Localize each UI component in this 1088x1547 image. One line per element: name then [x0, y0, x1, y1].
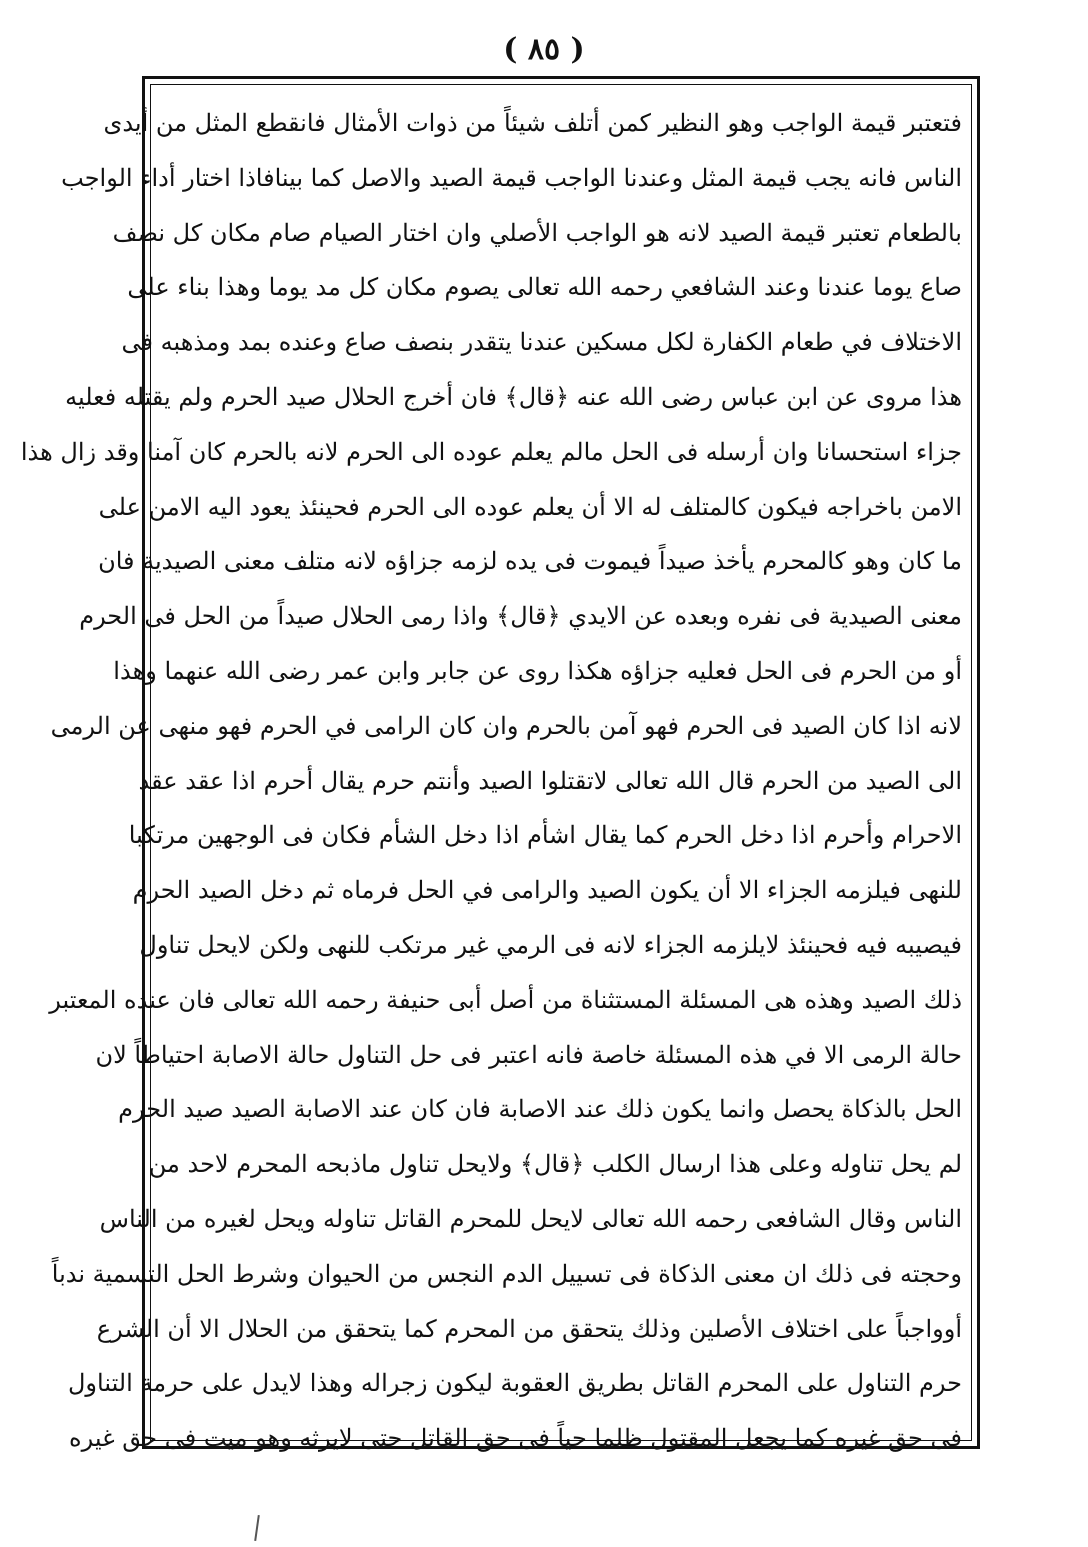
text-line: الناس فانه يجب قيمة المثل وعندنا الواجب قيمة الصيد والاصل كما بينافاذا اختار أداء الواجب — [61, 163, 962, 192]
text-line: حالة الرمى الا في هذه المسئلة خاصة فانه اعتبر فى حل التناول حالة الاصابة احتياطاً لان — [95, 1040, 962, 1069]
text-line: للنهى فيلزمه الجزاء الا أن يكون الصيد والرامى في الحل فرماه ثم دخل الصيد الحرم — [132, 876, 962, 905]
text-line: ما كان وهو كالمحرم يأخذ صيداً فيموت فى يده لزمه جزاؤه لانه متلف معنى الصيدية فان — [98, 547, 962, 576]
text-line: الى الصيد من الحرم قال الله تعالى لاتقتلوا الصيد وأنتم حرم يقال أحرم اذا عقد عقد — [138, 766, 962, 795]
text-line: أو من الحرم فى الحل فعليه جزاؤه هكذا روى عن جابر وابن عمر رضى الله عنهما وهذا — [113, 656, 962, 685]
text-line: ذلك الصيد وهذه هى المسئلة المستثناة من أصل أبى حنيفة رحمه الله تعالى فان عنده المعتبر — [49, 985, 962, 1014]
text-line: صاع يوما عندنا وعند الشافعي رحمه الله تعالى يصوم مكان كل مد يوما وهذا بناء على — [127, 273, 962, 302]
text-line: جزاء استحسانا وان أرسله فى الحل مالم يعلم عوده الى الحرم لانه بالحرم كان آمنا وقد زال هذا — [20, 437, 962, 466]
text-line: لم يحل تناوله وعلى هذا ارسال الكلب ﴿قال﴾ ولايحل تناول ماذبحه المحرم لاحد من — [148, 1150, 962, 1179]
text-body — [20, 96, 962, 1453]
text-line: حرم التناول على المحرم القاتل بطريق العقوبة ليكون زجراله وهذا لايدل على حرمة التناول — [67, 1369, 962, 1398]
text-line: الناس وقال الشافعى رحمه الله تعالى لايحل للمحرم القاتل تناوله ويحل لغيره من الناس — [99, 1204, 962, 1233]
text-line: الاحرام وأحرم اذا دخل الحرم كما يقال اشأم اذا دخل الشأم فكان فى الوجهين مرتكبا — [128, 821, 962, 850]
scan-mark — [254, 1515, 260, 1541]
text-line: الاختلاف في طعام الكفارة لكل مسكين عندنا يتقدر بنصف صاع وعنده بمد ومذهبه فى — [121, 328, 962, 357]
text-line: الامن باخراجه فيكون كالمتلف له الا أن يعلم عوده الى الحرم فحينئذ يعود اليه الامن على — [98, 492, 962, 521]
page-number: ( ٨٥ ) — [503, 32, 585, 67]
text-line: فتعتبر قيمة الواجب وهو النظير كمن أتلف شيئاً من ذوات الأمثال فانقطع المثل من أيدى — [103, 109, 962, 137]
text-line: فيصيبه فيه فحينئذ لايلزمه الجزاء لانه فى الرمي غير مرتكب للنهى ولكن لايحل تناول — [139, 930, 962, 959]
text-line: وحجته فى ذلك ان معنى الذكاة فى تسييل الدم النجس من الحيوان وشرط الحل التسمية ندباً — [51, 1259, 962, 1288]
text-line: هذا مروى عن ابن عباس رضى الله عنه ﴿قال﴾ فان أخرج الحلال صيد الحرم ولم يقتله فعليه — [65, 382, 962, 411]
text-line: فى حق غيره كما يجعل المقتول ظلما حياً فى حق القاتل حتى لايرثه وهو ميت فى حق غيره — [69, 1424, 962, 1453]
text-line: أوواجباً على اختلاف الأصلين وذلك يتحقق من المحرم كما يتحقق من الحلال الا أن الشرع — [96, 1314, 962, 1343]
text-line: الحل بالذكاة يحصل وانما يكون ذلك عند الاصابة فان كان عند الاصابة الصيد صيد الحرم — [118, 1095, 962, 1124]
text-line: معنى الصيدية فى نفره وبعده عن الايدي ﴿قال﴾ واذا رمى الحلال صيداً من الحل فى الحرم — [79, 602, 962, 631]
text-line: لانه اذا كان الصيد فى الحرم فهو آمن بالحرم وان كان الرامى في الحرم فهو منهى عن الرمى — [50, 711, 962, 740]
text-line: بالطعام تعتبر قيمة الصيد لانه هو الواجب الأصلي وان اختار الصيام صام مكان كل نصف — [112, 218, 962, 247]
